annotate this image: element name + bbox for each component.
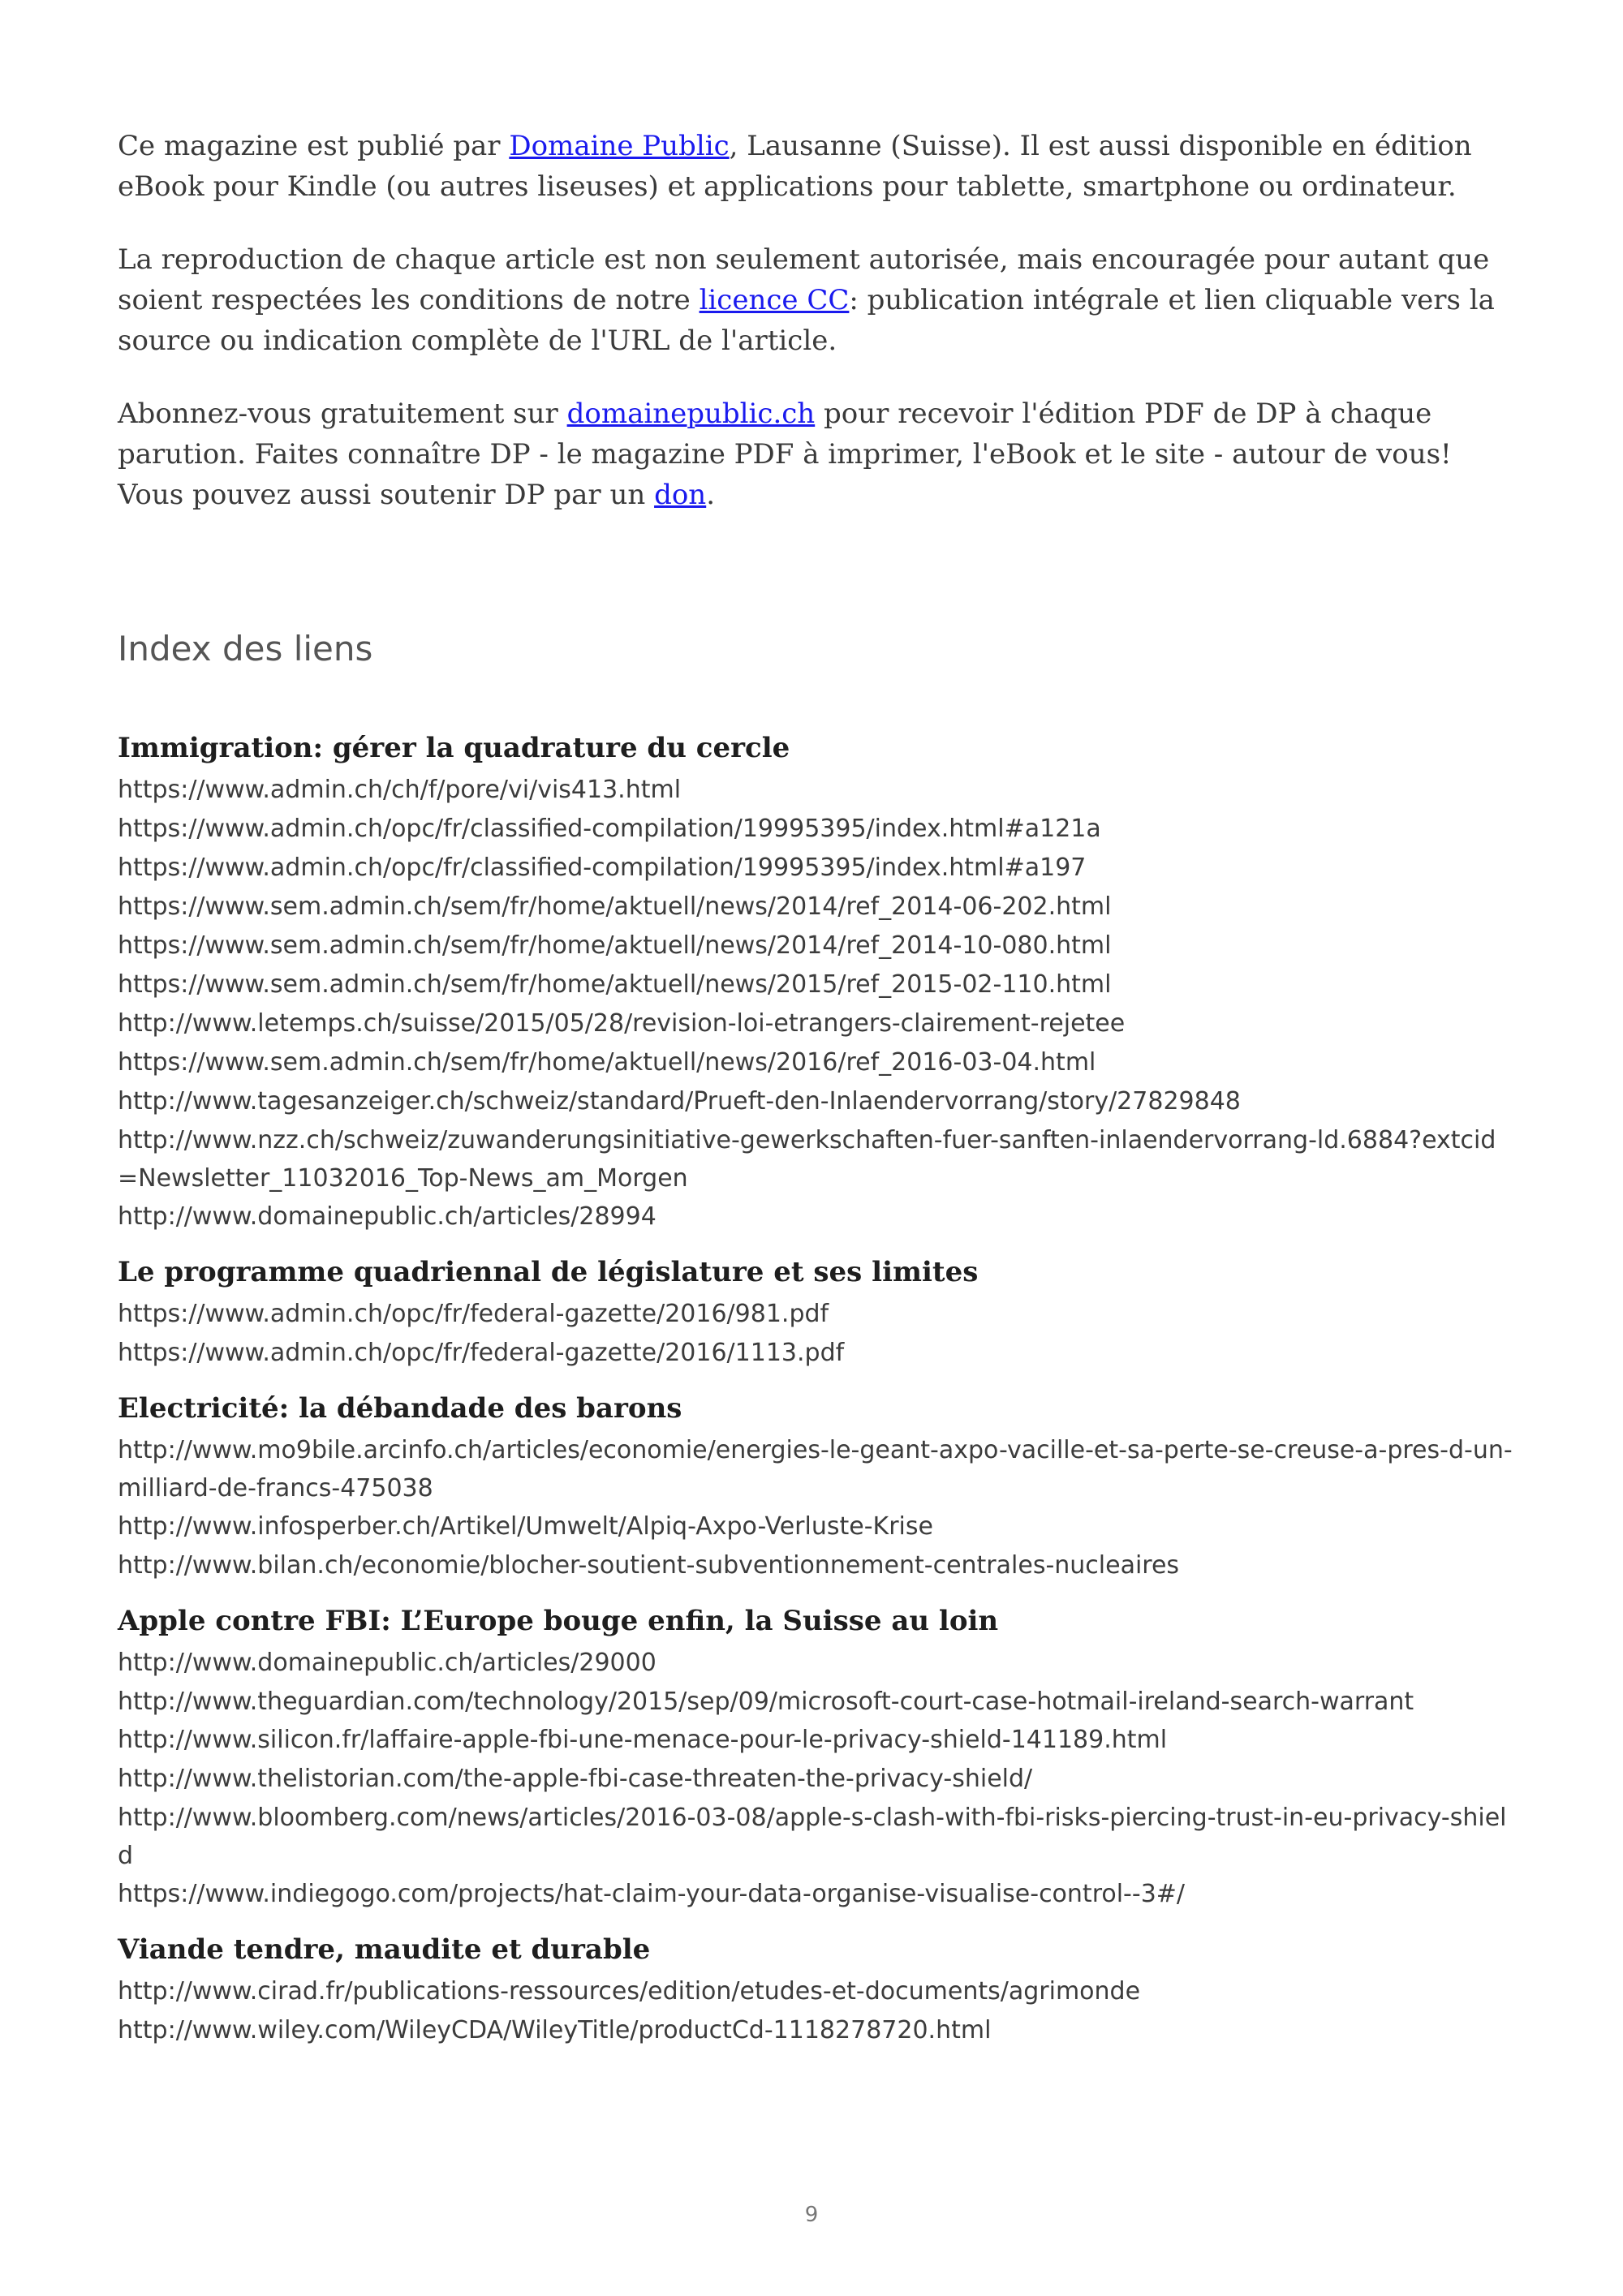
intro-text: La reproduction de chaque article est non seulement autorisée, mais encouragée pour autant que soient respectées les conditions de notre (118, 243, 1490, 316)
url-link[interactable]: https://www.admin.ch/opc/fr/federal-gazette/2016/1113.pdf (118, 1339, 845, 1367)
url-link[interactable]: http://www.mo9bile.arcinfo.ch/articles/economie/energies-le-geant-axpo-vacille-et-sa-perte-se-creuse-a-pres-d-un-milliard-de-francs-475038 (118, 1436, 1513, 1503)
section-title: Electricité: la débandade des barons (118, 1392, 682, 1425)
link-section (118, 1386, 1513, 1585)
url-link[interactable]: http://www.domainepublic.ch/articles/28994 (118, 1202, 657, 1231)
url-link[interactable]: http://www.cirad.fr/publications-ressources/edition/etudes-et-documents/agrimonde (118, 1977, 1141, 2006)
intro-text: : publication intégrale et lien cliquable vers la source ou indication complète de l'URL de l'article. (118, 284, 1495, 357)
url-link[interactable]: http://www.thelistorian.com/the-apple-fbi-case-threaten-the-privacy-shield/ (118, 1765, 1033, 1793)
url-link[interactable]: http://www.bloomberg.com/news/articles/2016-03-08/apple-s-clash-with-fbi-risks-piercing-trust-in-eu-privacy-shield (118, 1804, 1507, 1870)
page-content (118, 126, 1513, 2063)
url-link[interactable]: http://www.tagesanzeiger.ch/schweiz/standard/Prueft-den-Inlaendervorrang/story/27829848 (118, 1087, 1241, 1116)
licence-cc-link[interactable]: licence CC (699, 284, 850, 316)
intro-text: Ce magazine est publié par (118, 130, 510, 162)
url-link[interactable]: http://www.silicon.fr/laffaire-apple-fbi-une-menace-pour-le-privacy-shield-141189.html (118, 1726, 1168, 1754)
intro-text: . (706, 479, 716, 511)
link-section (118, 1598, 1513, 1914)
intro-paragraph-reproduction (118, 239, 1513, 361)
domainepublic-link[interactable]: domainepublic.ch (566, 398, 816, 430)
section-title: Viande tendre, maudite et durable (118, 1933, 651, 1966)
url-link[interactable]: http://www.wiley.com/WileyCDA/WileyTitle/productCd-1118278720.html (118, 2016, 992, 2044)
link-section (118, 1927, 1513, 2050)
url-link[interactable]: https://www.admin.ch/opc/fr/federal-gazette/2016/981.pdf (118, 1300, 829, 1328)
index-title: Index des liens (118, 629, 373, 669)
section-title: Immigration: gérer la quadrature du cercle (118, 732, 790, 764)
url-link[interactable]: https://www.admin.ch/ch/f/pore/vi/vis413.html (118, 776, 682, 804)
url-link[interactable]: http://www.letemps.ch/suisse/2015/05/28/revision-loi-etrangers-clairement-rejetee (118, 1009, 1126, 1038)
domaine-public-link[interactable]: Domaine Public (509, 130, 730, 162)
don-link[interactable]: don (654, 479, 707, 511)
intro-text: , Lausanne (Suisse). Il est aussi disponible en édition eBook pour Kindle (ou autres liseuses) et applications pour tablette, smartphone ou ordinateur. (118, 130, 1472, 203)
section-title: Apple contre FBI: L’Europe bouge enfin, la Suisse au loin (118, 1605, 999, 1637)
url-link[interactable]: http://www.infosperber.ch/Artikel/Umwelt/Alpiq-Axpo-Verluste-Krise (118, 1512, 933, 1541)
url-link[interactable]: https://www.sem.admin.ch/sem/fr/home/aktuell/news/2014/ref_2014-10-080.html (118, 931, 1112, 960)
intro-block (118, 126, 1513, 515)
intro-paragraph-publisher (118, 126, 1513, 207)
intro-text: Abonnez-vous gratuitement sur (118, 398, 567, 430)
url-link[interactable]: https://www.admin.ch/opc/fr/classified-compilation/19995395/index.html#a121a (118, 815, 1101, 843)
page-number: 9 (804, 2203, 819, 2227)
link-section (118, 1249, 1513, 1373)
url-link[interactable]: https://www.indiegogo.com/projects/hat-claim-your-data-organise-visualise-control--3#/ (118, 1880, 1186, 1908)
section-title: Le programme quadriennal de législature et ses limites (118, 1256, 979, 1288)
intro-paragraph-subscribe (118, 393, 1513, 515)
intro-text: pour recevoir l'édition PDF de DP à chaque parution. Faites connaître DP - le magazine PDF à imprimer, l'eBook et le site - autour de vous! Vous pouvez aussi soutenir DP par un (118, 398, 1452, 511)
url-link[interactable]: http://www.domainepublic.ch/articles/29000 (118, 1649, 657, 1677)
url-link[interactable]: https://www.admin.ch/opc/fr/classified-compilation/19995395/index.html#a197 (118, 853, 1087, 882)
url-link[interactable]: http://www.theguardian.com/technology/2015/sep/09/microsoft-court-case-hotmail-ireland-search-warrant (118, 1688, 1414, 1716)
url-link[interactable]: https://www.sem.admin.ch/sem/fr/home/aktuell/news/2015/ref_2015-02-110.html (118, 970, 1112, 999)
url-link[interactable]: https://www.sem.admin.ch/sem/fr/home/aktuell/news/2014/ref_2014-06-202.html (118, 892, 1112, 921)
url-link[interactable]: http://www.bilan.ch/economie/blocher-soutient-subventionnement-centrales-nucleaires (118, 1551, 1180, 1580)
url-link[interactable]: https://www.sem.admin.ch/sem/fr/home/aktuell/news/2016/ref_2016-03-04.html (118, 1048, 1096, 1077)
link-index (118, 725, 1513, 2050)
link-section (118, 725, 1513, 1236)
url-link[interactable]: http://www.nzz.ch/schweiz/zuwanderungsinitiative-gewerkschaften-fuer-sanften-inlaendervorrang-ld.6884?extcid=Newsletter_11032016_Top-News_am_Morgen (118, 1126, 1496, 1193)
